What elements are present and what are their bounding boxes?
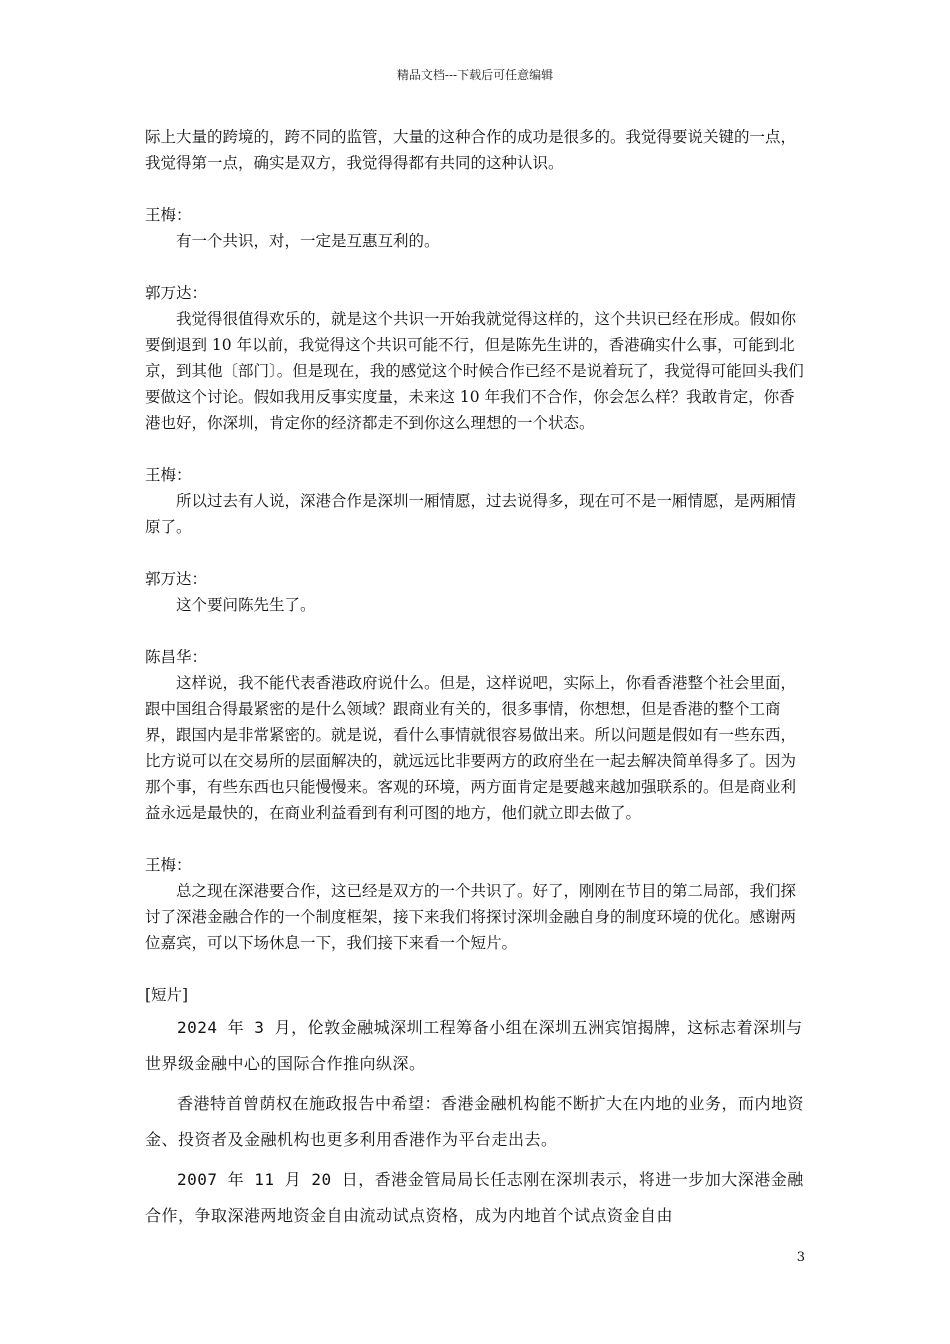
- page-number: 3: [796, 1250, 805, 1265]
- film-section: [145, 1010, 810, 1234]
- film-label: [短片]: [145, 986, 189, 1004]
- speech-paragraph: 总之现在深港要合作，这已经是双方的一个共识了。好了，刚刚在节目的第二局部，我们探讨了深港金融合作的一个制度框架，接下来我们将探讨深圳金融自身的制度环境的优化。感谢两位嘉宾，可以下场休息一下，我们接下来看一个短片。: [145, 882, 797, 952]
- speech-paragraph: 我觉得很值得欢乐的，就是这个共识一开始我就觉得这样的，这个共识已经在形成。假如你要倒退到 10 年以前，我觉得这个共识可能不行，但是陈先生讲的，香港确实什么事，可能到北京，到其他〔部门〕。但是现在，我的感觉这个时候合作已经不是说着玩了，我觉得可能回头我们要做这个讨论。假如我用反事实度量，未来这 10 年我们不合作，你会怎么样？我敢肯定，你香港也好，你深圳，肯定你的经济都走不到你这么理想的一个状态。: [145, 310, 804, 432]
- speaker-label: 王梅：: [145, 856, 192, 874]
- speech-paragraph: 所以过去有人说，深港合作是深圳一厢情愿，过去说得多，现在可不是一厢情愿，是两厢情原了。: [145, 492, 797, 536]
- speech-paragraph: 这个要问陈先生了。: [176, 596, 316, 614]
- film-paragraph: 2024 年 3 月，伦敦金融城深圳工程筹备小组在深圳五洲宾馆揭牌，这标志着深圳与世界级金融中心的国际合作推向纵深。: [145, 1018, 803, 1073]
- speech-paragraph: 有一个共识，对，一定是互惠互利的。: [176, 232, 440, 250]
- speaker-label: 王梅：: [145, 206, 192, 224]
- document-body: [145, 124, 810, 1234]
- speaker-label: 郭万达：: [145, 570, 208, 588]
- speaker-label: 郭万达：: [145, 284, 208, 302]
- speaker-label: 陈昌华：: [145, 648, 208, 666]
- paragraph-continuation: 际上大量的跨境的，跨不同的监管，大量的这种合作的成功是很多的。我觉得要说关键的一点，我觉得第一点，确实是双方，我觉得得都有共同的这种认识。: [145, 128, 797, 172]
- speaker-label: 王梅：: [145, 466, 192, 484]
- film-paragraph: 2007 年 11 月 20 日，香港金管局局长任志刚在深圳表示，将进一步加大深港金融合作，争取深港两地资金自由流动试点资格，成为内地首个试点资金自由: [145, 1170, 804, 1225]
- page-header: 精品文档---下载后可任意编辑: [396, 68, 554, 82]
- speech-paragraph: 这样说，我不能代表香港政府说什么。但是，这样说吧，实际上，你看香港整个社会里面，跟中国组合得最紧密的是什么领域？跟商业有关的，很多事情，你想想，但是香港的整个工商界，跟国内是非常紧密的。就是说，看什么事情就很容易做出来。所以问题是假如有一些东西，比方说可以在交易所的层面解决的，就远远比非要两方的政府坐在一起去解决简单得多了。因为那个事，有些东西也只能慢慢来。客观的环境，两方面肯定是要越来越加强联系的。但是商业利益永远是最快的，在商业利益看到有利可图的地方，他们就立即去做了。: [145, 674, 797, 822]
- film-paragraph: 香港特首曾荫权在施政报告中希望：香港金融机构能不断扩大在内地的业务，而内地资金、投资者及金融机构也更多利用香港作为平台走出去。: [145, 1094, 805, 1149]
